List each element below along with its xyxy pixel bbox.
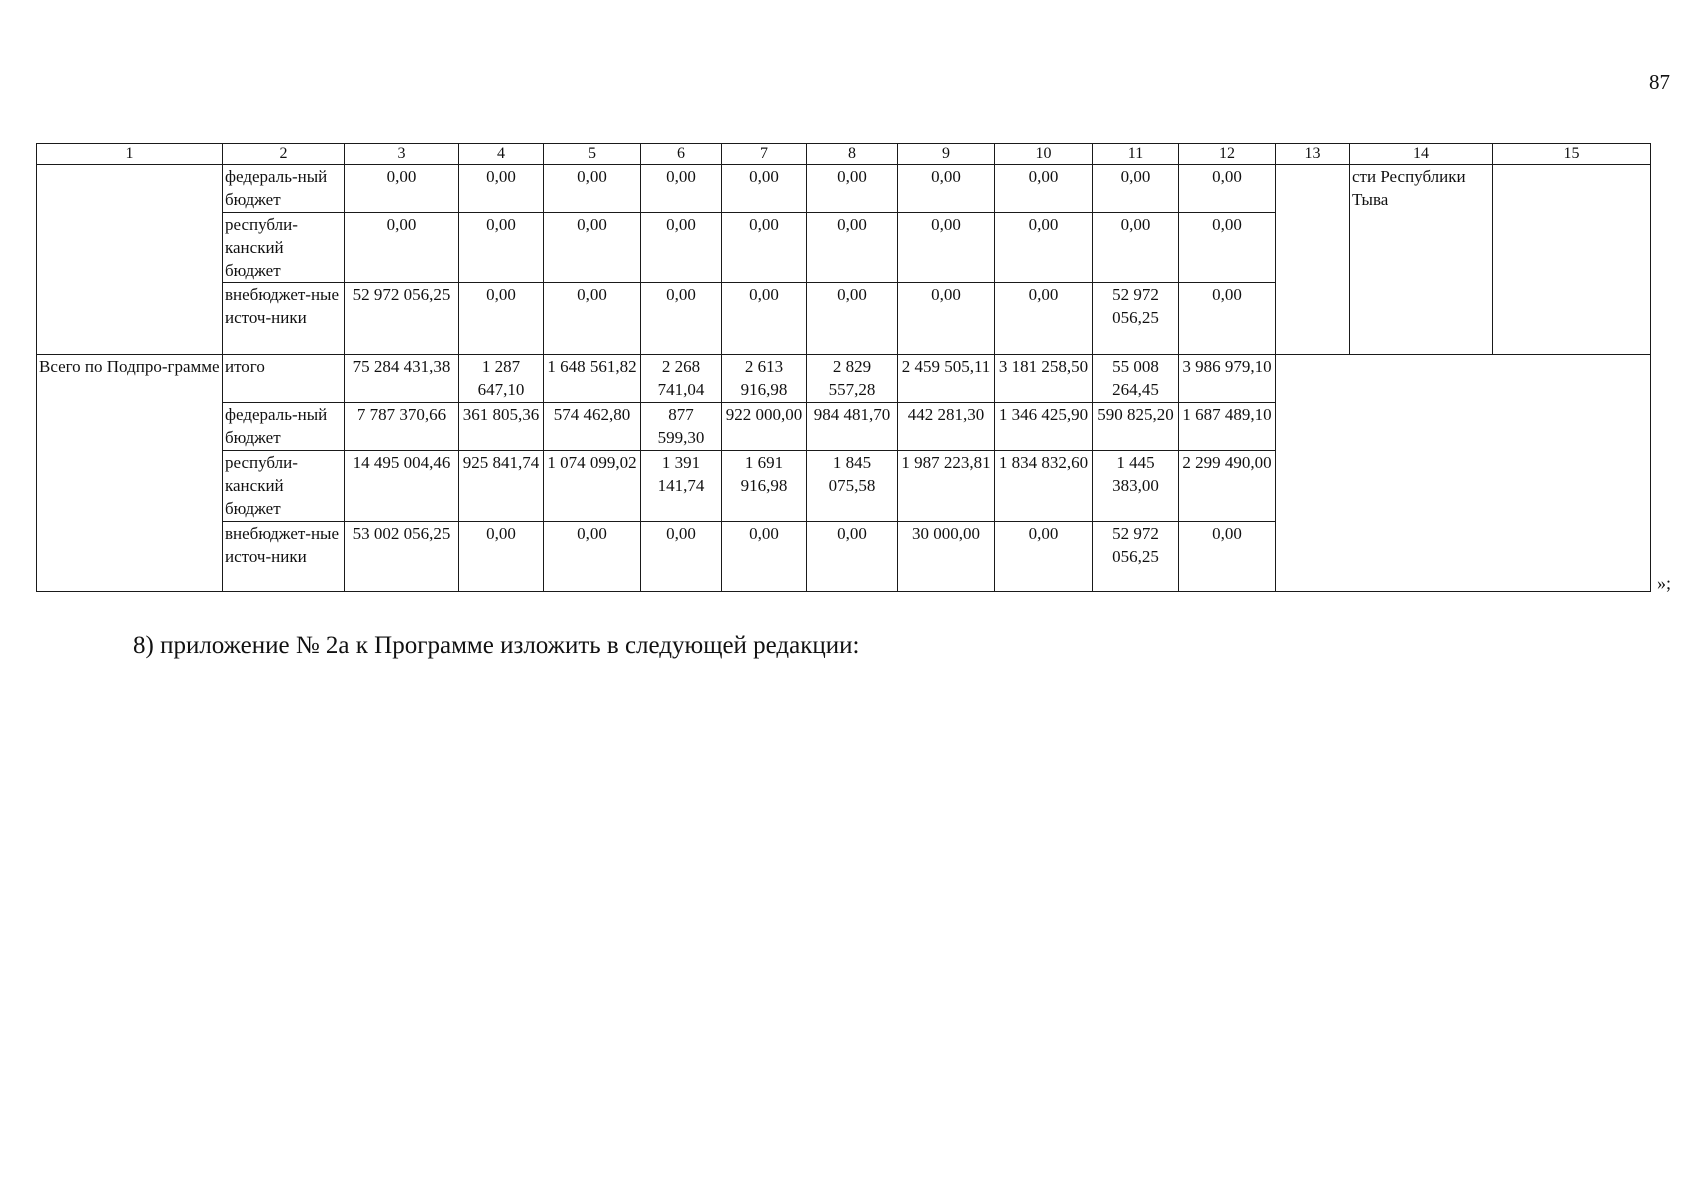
empty-block: [1276, 355, 1651, 592]
value-cell: 1 691 916,98: [722, 451, 807, 522]
header-cell: 3: [345, 144, 459, 165]
header-cell: 14: [1350, 144, 1493, 165]
value-cell: 0,00: [807, 165, 898, 213]
value-cell: 0,00: [459, 213, 544, 283]
value-cell: 0,00: [995, 283, 1093, 355]
header-cell: 9: [898, 144, 995, 165]
header-cell: 7: [722, 144, 807, 165]
value-cell: 0,00: [898, 165, 995, 213]
value-cell: 1 987 223,81: [898, 451, 995, 522]
value-cell: 52 972 056,25: [1093, 283, 1179, 355]
header-cell: 10: [995, 144, 1093, 165]
source-label: республи-канский бюджет: [223, 213, 345, 283]
value-cell: 52 972 056,25: [1093, 522, 1179, 592]
instruction-paragraph: 8) приложение № 2а к Программе изложить в следующей редакции:: [133, 632, 860, 659]
source-label: внебюджет-ные источ-ники: [223, 283, 345, 355]
value-cell: 1 287 647,10: [459, 355, 544, 403]
value-cell: 0,00: [641, 283, 722, 355]
value-cell: 0,00: [459, 165, 544, 213]
value-cell: 877 599,30: [641, 403, 722, 451]
value-cell: 2 299 490,00: [1179, 451, 1276, 522]
header-cell: 2: [223, 144, 345, 165]
value-cell: 0,00: [995, 213, 1093, 283]
value-cell: 0,00: [345, 165, 459, 213]
table-header-row: [37, 144, 1651, 165]
value-cell: 0,00: [1093, 213, 1179, 283]
closing-quote: »;: [1657, 573, 1672, 593]
total-label: Всего по Подпро-граммe: [37, 355, 223, 592]
value-cell: 1 445 383,00: [1093, 451, 1179, 522]
value-cell: 52 972 056,25: [345, 283, 459, 355]
value-cell: 590 825,20: [1093, 403, 1179, 451]
value-cell: 0,00: [641, 522, 722, 592]
value-cell: 2 268 741,04: [641, 355, 722, 403]
value-cell: 0,00: [722, 283, 807, 355]
value-cell: 53 002 056,25: [345, 522, 459, 592]
value-cell: 442 281,30: [898, 403, 995, 451]
value-cell: 0,00: [995, 165, 1093, 213]
value-cell: 7 787 370,66: [345, 403, 459, 451]
value-cell: 3 986 979,10: [1179, 355, 1276, 403]
value-cell: 922 000,00: [722, 403, 807, 451]
header-cell: 5: [544, 144, 641, 165]
header-cell: 1: [37, 144, 223, 165]
source-label: внебюджет-ные источ-ники: [223, 522, 345, 592]
header-cell: 12: [1179, 144, 1276, 165]
page-number: 87: [1649, 70, 1670, 94]
value-cell: 0,00: [898, 283, 995, 355]
value-cell: 0,00: [459, 283, 544, 355]
value-cell: 0,00: [544, 213, 641, 283]
value-cell: 1 391 141,74: [641, 451, 722, 522]
header-cell: 13: [1276, 144, 1350, 165]
col15-empty: [1493, 165, 1651, 355]
source-label: федераль-ный бюджет: [223, 165, 345, 213]
header-cell: 8: [807, 144, 898, 165]
source-label: федераль-ный бюджет: [223, 403, 345, 451]
header-cell: 4: [459, 144, 544, 165]
value-cell: 1 074 099,02: [544, 451, 641, 522]
value-cell: 0,00: [722, 213, 807, 283]
value-cell: 0,00: [807, 522, 898, 592]
value-cell: 0,00: [544, 283, 641, 355]
value-cell: 0,00: [807, 213, 898, 283]
value-cell: 75 284 431,38: [345, 355, 459, 403]
value-cell: 30 000,00: [898, 522, 995, 592]
value-cell: 0,00: [1179, 283, 1276, 355]
responsible-continuation: сти Республики Тыва: [1350, 165, 1493, 355]
value-cell: 55 008 264,45: [1093, 355, 1179, 403]
budget-table: [36, 143, 1651, 592]
value-cell: 1 687 489,10: [1179, 403, 1276, 451]
col13-empty: [1276, 165, 1350, 355]
header-cell: 6: [641, 144, 722, 165]
value-cell: 1 648 561,82: [544, 355, 641, 403]
value-cell: 925 841,74: [459, 451, 544, 522]
value-cell: 0,00: [722, 522, 807, 592]
value-cell: 0,00: [1093, 165, 1179, 213]
value-cell: 0,00: [544, 165, 641, 213]
value-cell: 0,00: [345, 213, 459, 283]
table-row: [37, 165, 1651, 213]
value-cell: 0,00: [641, 165, 722, 213]
value-cell: 14 495 004,46: [345, 451, 459, 522]
value-cell: 0,00: [1179, 165, 1276, 213]
row-label-empty: [37, 165, 223, 355]
value-cell: 0,00: [544, 522, 641, 592]
value-cell: 0,00: [995, 522, 1093, 592]
value-cell: 3 181 258,50: [995, 355, 1093, 403]
value-cell: 984 481,70: [807, 403, 898, 451]
header-cell: 11: [1093, 144, 1179, 165]
value-cell: 1 346 425,90: [995, 403, 1093, 451]
value-cell: 0,00: [641, 213, 722, 283]
value-cell: 2 829 557,28: [807, 355, 898, 403]
value-cell: 0,00: [898, 213, 995, 283]
source-label: республи-канский бюджет: [223, 451, 345, 522]
value-cell: 0,00: [722, 165, 807, 213]
source-label: итого: [223, 355, 345, 403]
value-cell: 0,00: [459, 522, 544, 592]
value-cell: 0,00: [1179, 522, 1276, 592]
value-cell: 2 613 916,98: [722, 355, 807, 403]
value-cell: 0,00: [1179, 213, 1276, 283]
header-cell: 15: [1493, 144, 1651, 165]
value-cell: 1 834 832,60: [995, 451, 1093, 522]
table-row: [37, 355, 1651, 403]
value-cell: 2 459 505,11: [898, 355, 995, 403]
value-cell: 574 462,80: [544, 403, 641, 451]
value-cell: 1 845 075,58: [807, 451, 898, 522]
value-cell: 361 805,36: [459, 403, 544, 451]
value-cell: 0,00: [807, 283, 898, 355]
